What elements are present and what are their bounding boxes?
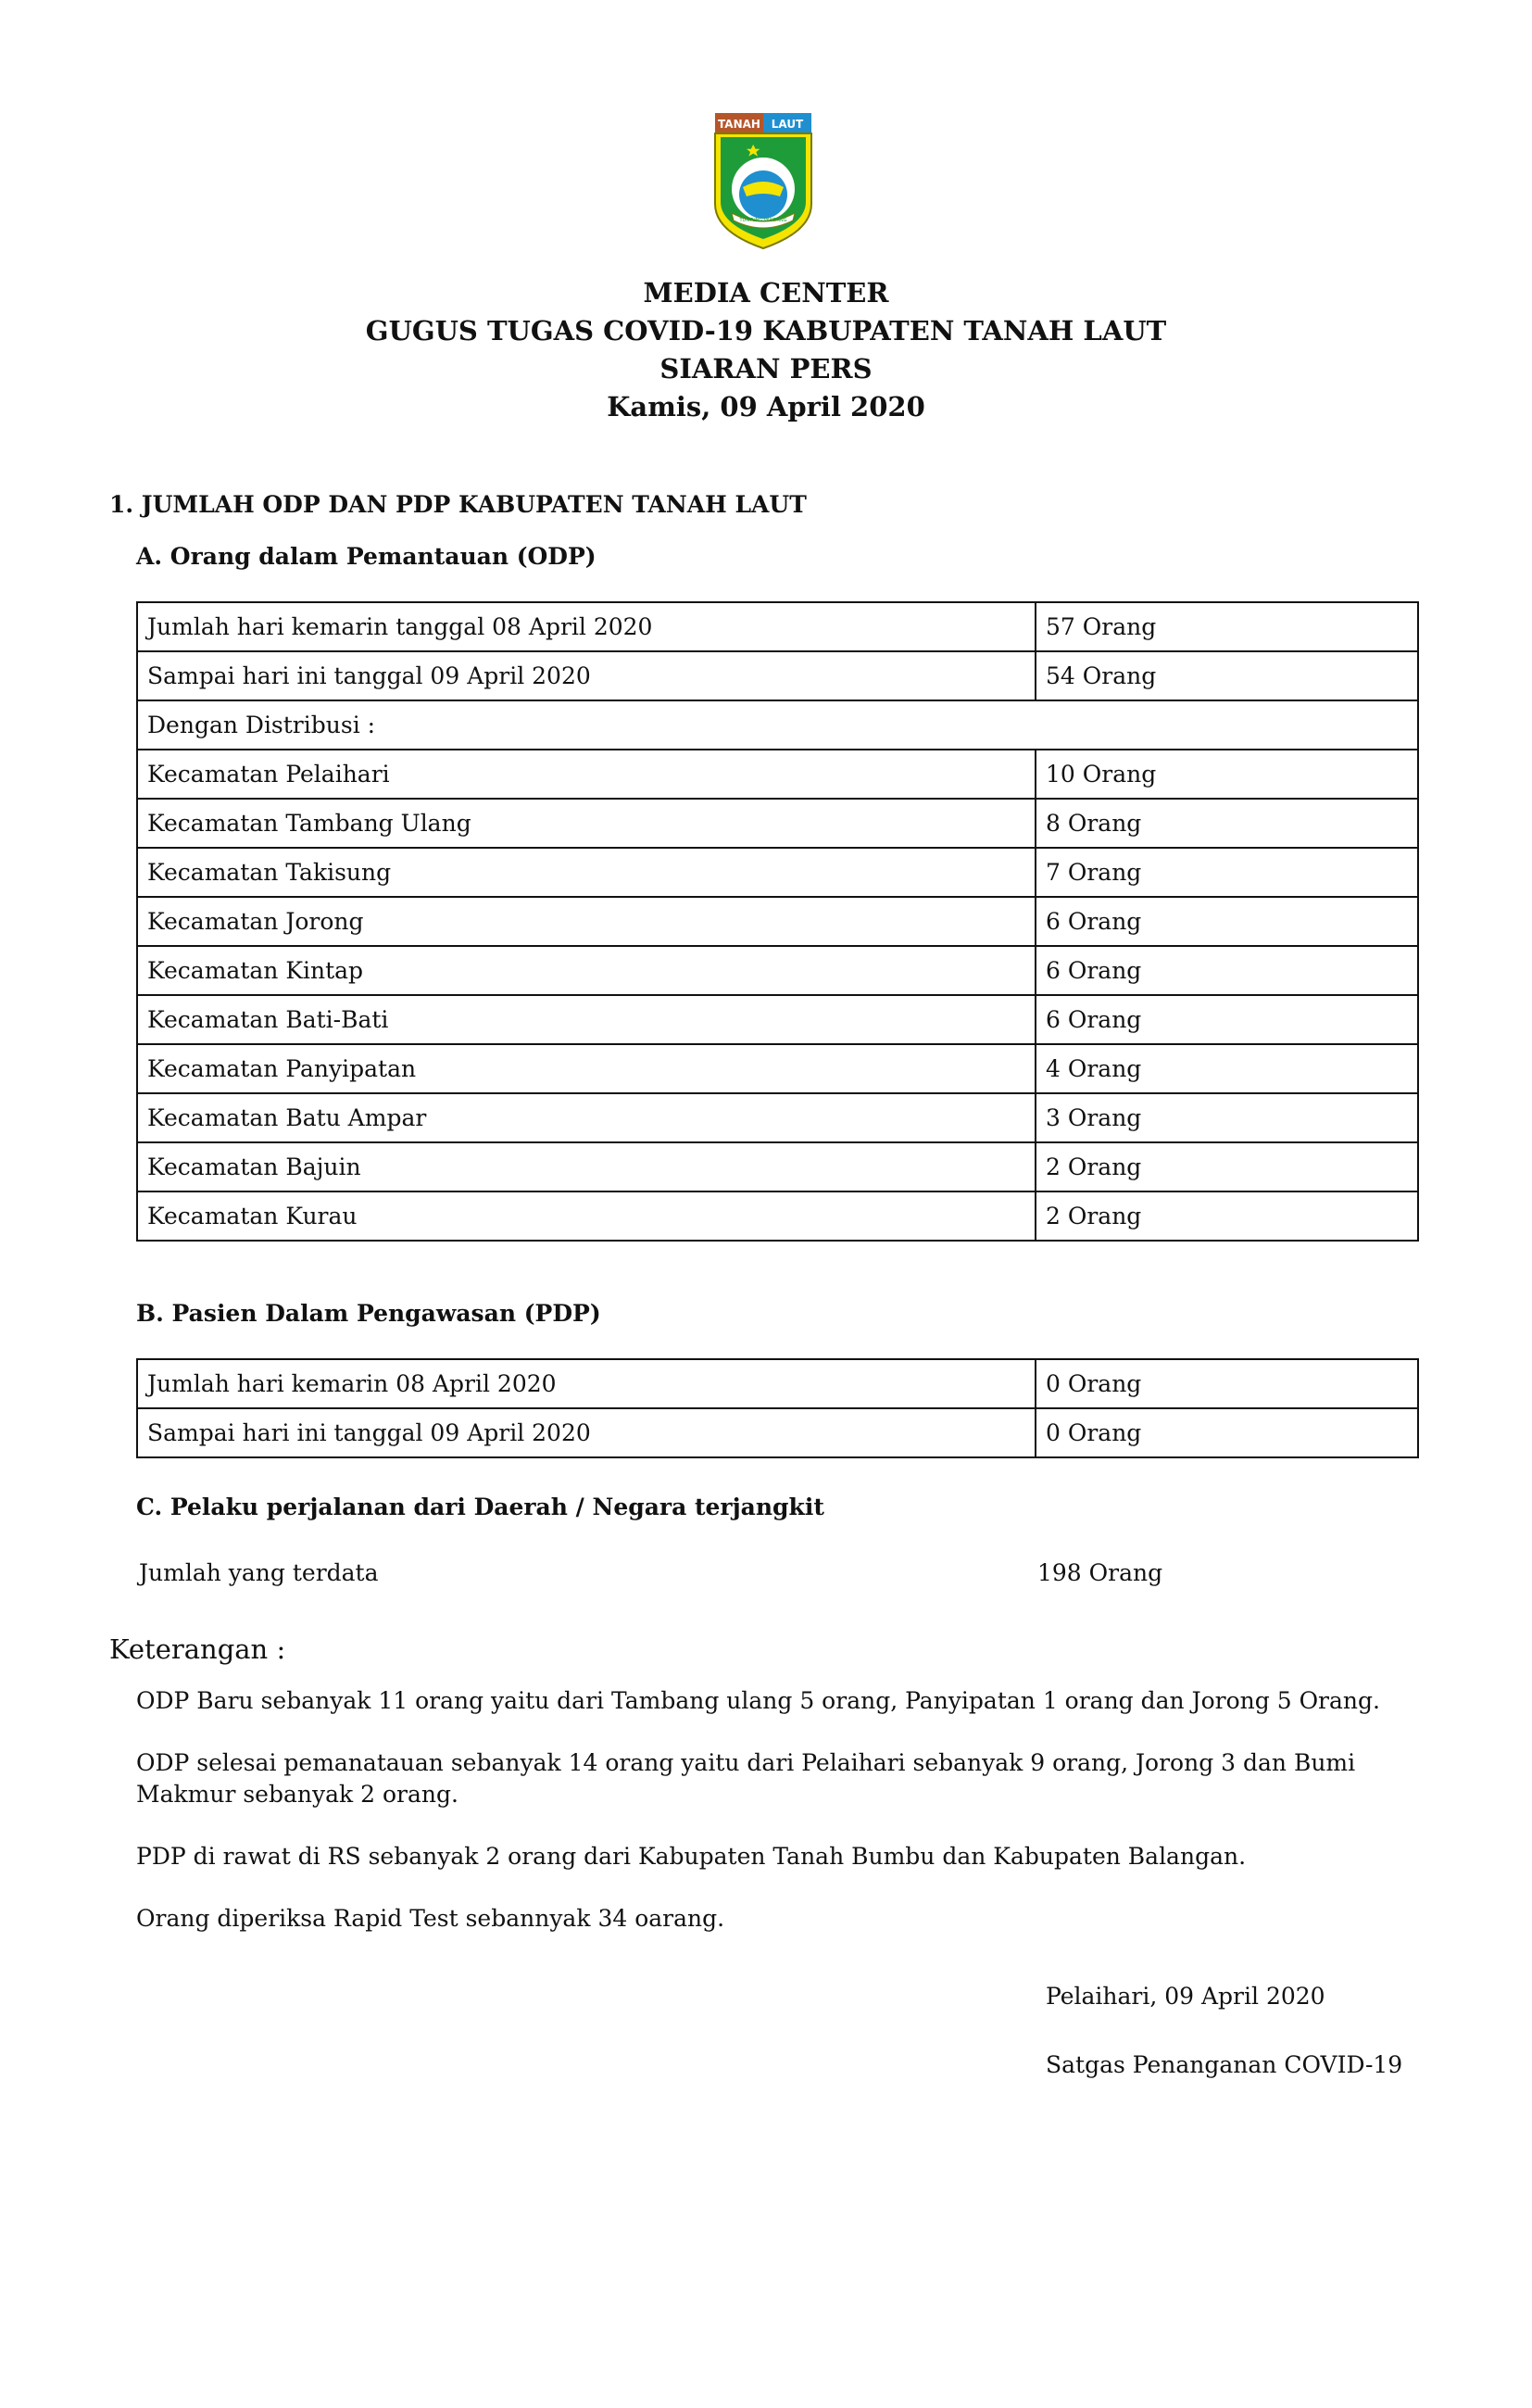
row-value: 57 Orang — [1036, 602, 1418, 651]
document-header — [0, 274, 1532, 426]
row-label: Kecamatan Pelaihari — [137, 750, 1036, 799]
row-value: 7 Orang — [1036, 848, 1418, 897]
header-date: Kamis, 09 April 2020 — [607, 391, 925, 422]
row-label: Kecamatan Kurau — [137, 1191, 1036, 1241]
table-row — [137, 1093, 1418, 1142]
pdp-title: B. Pasien Dalam Pengawasan (PDP) — [136, 1300, 601, 1327]
header-press-release: SIARAN PERS — [659, 353, 873, 385]
travel-value: 198 Orang — [1037, 1559, 1163, 1586]
distribution-label: Dengan Distribusi : — [137, 700, 1418, 750]
table-row — [137, 946, 1418, 995]
table-row — [137, 602, 1418, 651]
table-row — [137, 1142, 1418, 1191]
row-value: 6 Orang — [1036, 946, 1418, 995]
row-value: 54 Orang — [1036, 651, 1418, 700]
odp-title: A. Orang dalam Pemantauan (ODP) — [136, 543, 596, 570]
row-label: Sampai hari ini tanggal 09 April 2020 — [137, 1408, 1036, 1457]
row-label: Kecamatan Bati-Bati — [137, 995, 1036, 1044]
odp-table — [136, 601, 1419, 1242]
note-paragraph: ODP Baru sebanyak 11 orang yaitu dari Tambang ulang 5 orang, Panyipatan 1 orang dan Jorong 5 Orang. — [136, 1687, 1380, 1714]
table-row — [137, 1408, 1418, 1457]
note-paragraph: Orang diperiksa Rapid Test sebannyak 34 oarang. — [136, 1905, 725, 1932]
row-value: 3 Orang — [1036, 1093, 1418, 1142]
table-row — [137, 1044, 1418, 1093]
row-label: Jumlah hari kemarin 08 April 2020 — [137, 1359, 1036, 1408]
row-label: Jumlah hari kemarin tanggal 08 April 2020 — [137, 602, 1036, 651]
table-row — [137, 750, 1418, 799]
table-row — [137, 700, 1418, 750]
header-task-force: GUGUS TUGAS COVID-19 KABUPATEN TANAH LAUT — [365, 315, 1167, 347]
table-row — [137, 848, 1418, 897]
row-label: Sampai hari ini tanggal 09 April 2020 — [137, 651, 1036, 700]
signature-place-date: Pelaihari, 09 April 2020 — [1046, 1983, 1325, 2010]
row-label: Kecamatan Takisung — [137, 848, 1036, 897]
travel-label: Jumlah yang terdata — [139, 1559, 379, 1586]
table-row — [137, 1191, 1418, 1241]
note-paragraph: ODP selesai pemanatauan sebanyak 14 orang yaitu dari Pelaihari sebanyak 9 orang, Jorong 3 dan Bumi Makmur sebanyak 2 orang. — [136, 1749, 1356, 1808]
row-label: Kecamatan Jorong — [137, 897, 1036, 946]
logo-left-text: TANAH — [718, 118, 760, 131]
table-row — [137, 995, 1418, 1044]
table-row — [137, 897, 1418, 946]
row-label: Kecamatan Kintap — [137, 946, 1036, 995]
row-label: Kecamatan Bajuin — [137, 1142, 1036, 1191]
row-value: 6 Orang — [1036, 995, 1418, 1044]
logo-ribbon-text: TUNTUNG PANDANG — [739, 218, 787, 223]
note-paragraph: PDP di rawat di RS sebanyak 2 orang dari Kabupaten Tanah Bumbu dan Kabupaten Balangan. — [136, 1843, 1247, 1870]
row-label: Kecamatan Batu Ampar — [137, 1093, 1036, 1142]
row-value: 10 Orang — [1036, 750, 1418, 799]
row-label: Kecamatan Panyipatan — [137, 1044, 1036, 1093]
row-value: 4 Orang — [1036, 1044, 1418, 1093]
row-value: 2 Orang — [1036, 1142, 1418, 1191]
logo-right-text: LAUT — [771, 118, 804, 131]
row-value: 0 Orang — [1036, 1359, 1418, 1408]
table-row — [137, 1359, 1418, 1408]
row-value: 8 Orang — [1036, 799, 1418, 848]
row-label: Kecamatan Tambang Ulang — [137, 799, 1036, 848]
row-value: 6 Orang — [1036, 897, 1418, 946]
row-value: 0 Orang — [1036, 1408, 1418, 1457]
table-row — [137, 651, 1418, 700]
table-row — [137, 799, 1418, 848]
tanah-laut-crest-logo — [713, 111, 813, 250]
header-media-center: MEDIA CENTER — [643, 277, 889, 309]
section-title: 1. JUMLAH ODP DAN PDP KABUPATEN TANAH LAUT — [109, 491, 807, 518]
travel-title: C. Pelaku perjalanan dari Daerah / Negara terjangkit — [136, 1494, 824, 1520]
row-value: 2 Orang — [1036, 1191, 1418, 1241]
notes-title: Keterangan : — [109, 1633, 286, 1665]
pdp-table — [136, 1358, 1419, 1458]
signature-signer: Satgas Penanganan COVID-19 — [1046, 2051, 1403, 2078]
